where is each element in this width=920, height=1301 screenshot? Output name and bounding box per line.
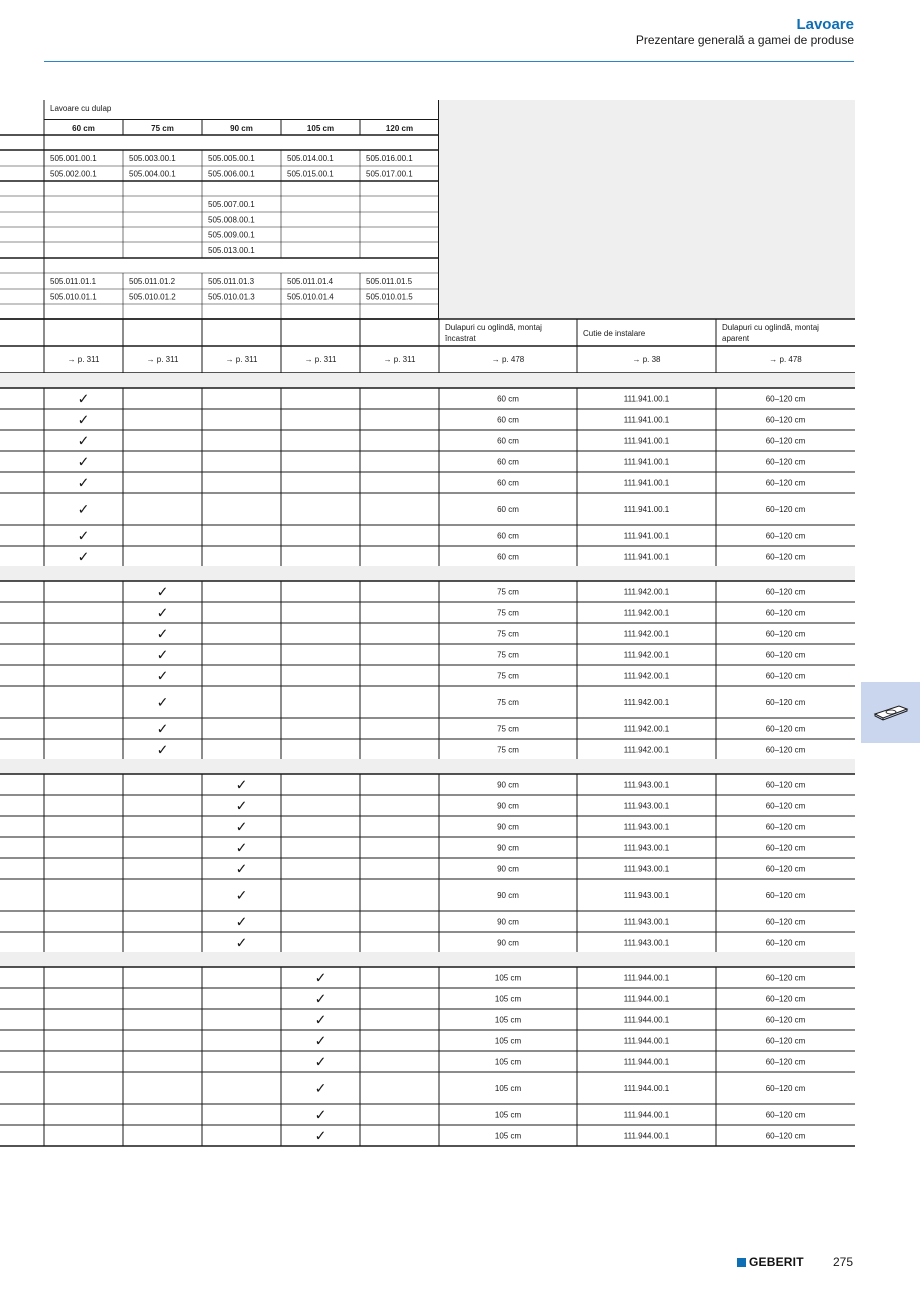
check-mark: ✓ [77,527,90,544]
mirror-cabinet-range: 60–120 cm [765,1110,806,1120]
check-mark: ✓ [314,969,327,986]
check-mark: ✓ [235,818,248,835]
page-reference: → p. 311 [67,355,100,364]
mirror-cabinet-size: 105 cm [494,1057,522,1067]
installation-box-article: 111.944.00.1 [623,1131,670,1141]
mirror-cabinet-range: 60–120 cm [765,552,806,562]
header-title: Lavoare [796,16,854,33]
washbasin-icon [873,702,909,722]
size-header: 120 cm [385,124,414,133]
page-reference: → p. 478 [491,355,525,364]
mirror-cabinet-size: 60 cm [497,436,519,446]
installation-box-article: 111.943.00.1 [623,843,670,853]
article-number: 505.010.01.2 [129,292,176,302]
check-mark: ✓ [77,474,90,491]
installation-box-article: 111.944.00.1 [623,994,670,1004]
mirror-cabinet-range: 60–120 cm [765,973,806,983]
accessory-header: Cutie de instalare [583,329,646,338]
mirror-cabinet-size: 75 cm [497,724,519,734]
article-number: 505.013.00.1 [208,246,255,255]
check-mark: ✓ [235,887,248,903]
check-mark: ✓ [77,453,90,470]
mirror-cabinet-size: 105 cm [494,973,522,983]
article-number: 505.010.01.4 [287,292,334,302]
installation-box-article: 111.943.00.1 [623,891,670,900]
installation-box-article: 111.941.00.1 [623,415,670,425]
mirror-cabinet-range: 60–120 cm [765,780,806,790]
check-mark: ✓ [156,625,169,642]
size-header: 60 cm [72,124,95,133]
mirror-cabinet-range: 60–120 cm [765,698,806,707]
installation-box-article: 111.944.00.1 [623,1036,670,1046]
mirror-cabinet-range: 60–120 cm [765,608,806,618]
group-band [0,566,855,581]
size-header: 75 cm [151,124,174,133]
size-header: 90 cm [230,124,253,133]
mirror-cabinet-range: 60–120 cm [765,587,806,597]
mirror-cabinet-size: 90 cm [497,891,519,900]
group-band [0,952,855,967]
mirror-cabinet-size: 75 cm [497,608,519,618]
mirror-cabinet-size: 105 cm [494,1036,522,1046]
mirror-cabinet-range: 60–120 cm [765,1057,806,1067]
installation-box-article: 111.941.00.1 [623,478,670,488]
installation-box-article: 111.941.00.1 [623,552,670,562]
accessory-header: Dulapuri cu oglindă, montaj aparent [722,323,819,343]
installation-box-article: 111.944.00.1 [623,973,670,983]
article-number: 505.002.00.1 [50,169,97,179]
check-mark: ✓ [235,860,248,877]
installation-box-article: 111.942.00.1 [623,698,670,707]
mirror-cabinet-size: 90 cm [497,864,519,874]
mirror-cabinet-range: 60–120 cm [765,864,806,874]
mirror-cabinet-range: 60–120 cm [765,745,806,755]
check-mark: ✓ [77,501,90,517]
mirror-cabinet-range: 60–120 cm [765,629,806,639]
mirror-cabinet-size: 90 cm [497,801,519,811]
article-number: 505.005.00.1 [208,154,255,163]
mirror-cabinet-size: 75 cm [497,629,519,639]
mirror-cabinet-size: 90 cm [497,780,519,790]
mirror-cabinet-size: 60 cm [497,457,519,467]
installation-box-article: 111.943.00.1 [623,917,670,927]
mirror-cabinet-range: 60–120 cm [765,891,806,900]
geberit-logo [737,1255,804,1269]
installation-box-article: 111.943.00.1 [623,822,670,832]
page-number: 275 [833,1255,854,1269]
mirror-cabinet-range: 60–120 cm [765,938,806,948]
check-mark: ✓ [314,1011,327,1028]
article-number: 505.011.01.2 [129,277,176,286]
group-band [0,373,855,388]
article-number: 505.001.00.1 [50,154,97,163]
check-mark: ✓ [156,604,169,621]
mirror-cabinet-range: 60–120 cm [765,994,806,1004]
article-number: 505.009.00.1 [208,230,255,240]
article-number: 505.016.00.1 [366,154,413,163]
header-subtitle: Prezentare generală a gamei de produse [635,33,854,47]
check-mark: ✓ [235,934,248,951]
check-mark: ✓ [77,548,90,565]
installation-box-article: 111.944.00.1 [623,1015,670,1025]
check-mark: ✓ [314,990,327,1007]
mirror-cabinet-range: 60–120 cm [765,650,806,660]
mirror-cabinet-range: 60–120 cm [765,531,806,541]
check-mark: ✓ [314,1053,327,1070]
mirror-cabinet-size: 105 cm [494,1015,522,1025]
check-mark: ✓ [235,913,248,930]
mirror-cabinet-size: 105 cm [494,994,522,1004]
mirror-cabinet-range: 60–120 cm [765,1036,806,1046]
brand-name: GEBERIT [749,1255,804,1269]
size-header: 105 cm [306,124,335,133]
mirror-cabinet-size: 105 cm [494,1131,522,1141]
check-mark: ✓ [314,1032,327,1049]
installation-box-article: 111.942.00.1 [623,629,670,639]
article-number: 505.004.00.1 [129,169,176,179]
mirror-cabinet-range: 60–120 cm [765,478,806,488]
page-reference: → p. 478 [769,355,802,364]
mirror-cabinet-range: 60–120 cm [765,724,806,734]
mirror-cabinet-range: 60–120 cm [765,436,806,446]
article-number: 505.011.01.4 [287,277,334,286]
check-mark: ✓ [156,720,169,737]
mirror-cabinet-range: 60–120 cm [765,457,806,467]
mirror-cabinet-size: 105 cm [494,1110,522,1120]
mirror-cabinet-size: 60 cm [497,394,519,404]
installation-box-article: 111.942.00.1 [623,650,670,660]
mirror-cabinet-size: 90 cm [497,938,519,948]
article-number: 505.010.01.5 [366,292,413,302]
article-number: 505.010.01.1 [50,292,97,302]
check-mark: ✓ [235,839,248,856]
mirror-cabinet-size: 105 cm [494,1084,522,1093]
group-title: Lavoare cu dulap [50,104,112,113]
group-band [0,759,855,774]
installation-box-article: 111.941.00.1 [623,457,670,467]
page-reference: → p. 38 [632,355,661,364]
check-mark: ✓ [77,432,90,449]
mirror-cabinet-size: 75 cm [497,698,519,707]
installation-box-article: 111.942.00.1 [623,745,670,755]
mirror-cabinet-size: 75 cm [497,587,519,597]
mirror-cabinet-range: 60–120 cm [765,1131,806,1141]
check-mark: ✓ [314,1080,327,1096]
page-reference: → p. 311 [304,355,337,364]
logo-square-icon [737,1258,746,1267]
mirror-cabinet-size: 60 cm [497,552,519,562]
installation-box-article: 111.941.00.1 [623,531,670,541]
installation-box-article: 111.941.00.1 [623,394,670,404]
mirror-cabinet-range: 60–120 cm [765,671,806,681]
article-number: 505.008.00.1 [208,215,255,225]
installation-box-article: 111.944.00.1 [623,1057,670,1067]
accessory-header: Dulapuri cu oglindă, montaj încastrat [445,323,542,343]
mirror-cabinet-size: 60 cm [497,415,519,425]
check-mark: ✓ [156,694,169,710]
check-mark: ✓ [314,1106,327,1123]
article-number: 505.007.00.1 [208,200,255,209]
page-reference: → p. 311 [225,355,258,364]
check-mark: ✓ [156,646,169,663]
mirror-cabinet-size: 90 cm [497,843,519,853]
installation-box-article: 111.943.00.1 [623,801,670,811]
installation-box-article: 111.944.00.1 [623,1084,670,1093]
article-number: 505.011.01.3 [208,277,255,286]
check-mark: ✓ [314,1127,327,1144]
mirror-cabinet-size: 90 cm [497,822,519,832]
mirror-cabinet-size: 75 cm [497,671,519,681]
installation-box-article: 111.942.00.1 [623,587,670,597]
mirror-cabinet-size: 60 cm [497,478,519,488]
check-mark: ✓ [235,776,248,793]
page-reference: → p. 311 [146,355,179,364]
mirror-cabinet-range: 60–120 cm [765,801,806,811]
mirror-cabinet-range: 60–120 cm [765,1015,806,1025]
check-mark: ✓ [77,411,90,428]
mirror-cabinet-size: 60 cm [497,531,519,541]
article-number: 505.015.00.1 [287,169,334,179]
article-number: 505.006.00.1 [208,169,255,179]
check-mark: ✓ [156,667,169,684]
installation-box-article: 111.943.00.1 [623,864,670,874]
mirror-cabinet-range: 60–120 cm [765,505,806,514]
installation-box-article: 111.942.00.1 [623,608,670,618]
installation-box-article: 111.941.00.1 [623,436,670,446]
mirror-cabinet-size: 75 cm [497,745,519,755]
installation-box-article: 111.943.00.1 [623,780,670,790]
mirror-cabinet-size: 75 cm [497,650,519,660]
mirror-cabinet-range: 60–120 cm [765,843,806,853]
check-mark: ✓ [156,741,169,758]
check-mark: ✓ [156,583,169,600]
installation-box-article: 111.941.00.1 [623,505,670,514]
check-mark: ✓ [77,390,90,407]
article-number: 505.011.01.1 [50,277,97,286]
mirror-cabinet-range: 60–120 cm [765,415,806,425]
installation-box-article: 111.943.00.1 [623,938,670,948]
washbasin-tab[interactable] [861,682,920,743]
page-reference: → p. 311 [383,355,416,364]
mirror-cabinet-range: 60–120 cm [765,917,806,927]
mirror-cabinet-range: 60–120 cm [765,822,806,832]
installation-box-article: 111.942.00.1 [623,724,670,734]
article-number: 505.011.01.5 [366,277,413,286]
article-number: 505.003.00.1 [129,154,176,163]
article-number: 505.014.00.1 [287,154,334,163]
mirror-cabinet-size: 90 cm [497,917,519,927]
mirror-cabinet-range: 60–120 cm [765,1084,806,1093]
article-number: 505.010.01.3 [208,292,255,302]
installation-box-article: 111.944.00.1 [623,1110,670,1120]
installation-box-article: 111.942.00.1 [623,671,670,681]
mirror-cabinet-size: 60 cm [497,505,519,514]
mirror-cabinet-range: 60–120 cm [765,394,806,404]
check-mark: ✓ [235,797,248,814]
article-number: 505.017.00.1 [366,169,413,179]
